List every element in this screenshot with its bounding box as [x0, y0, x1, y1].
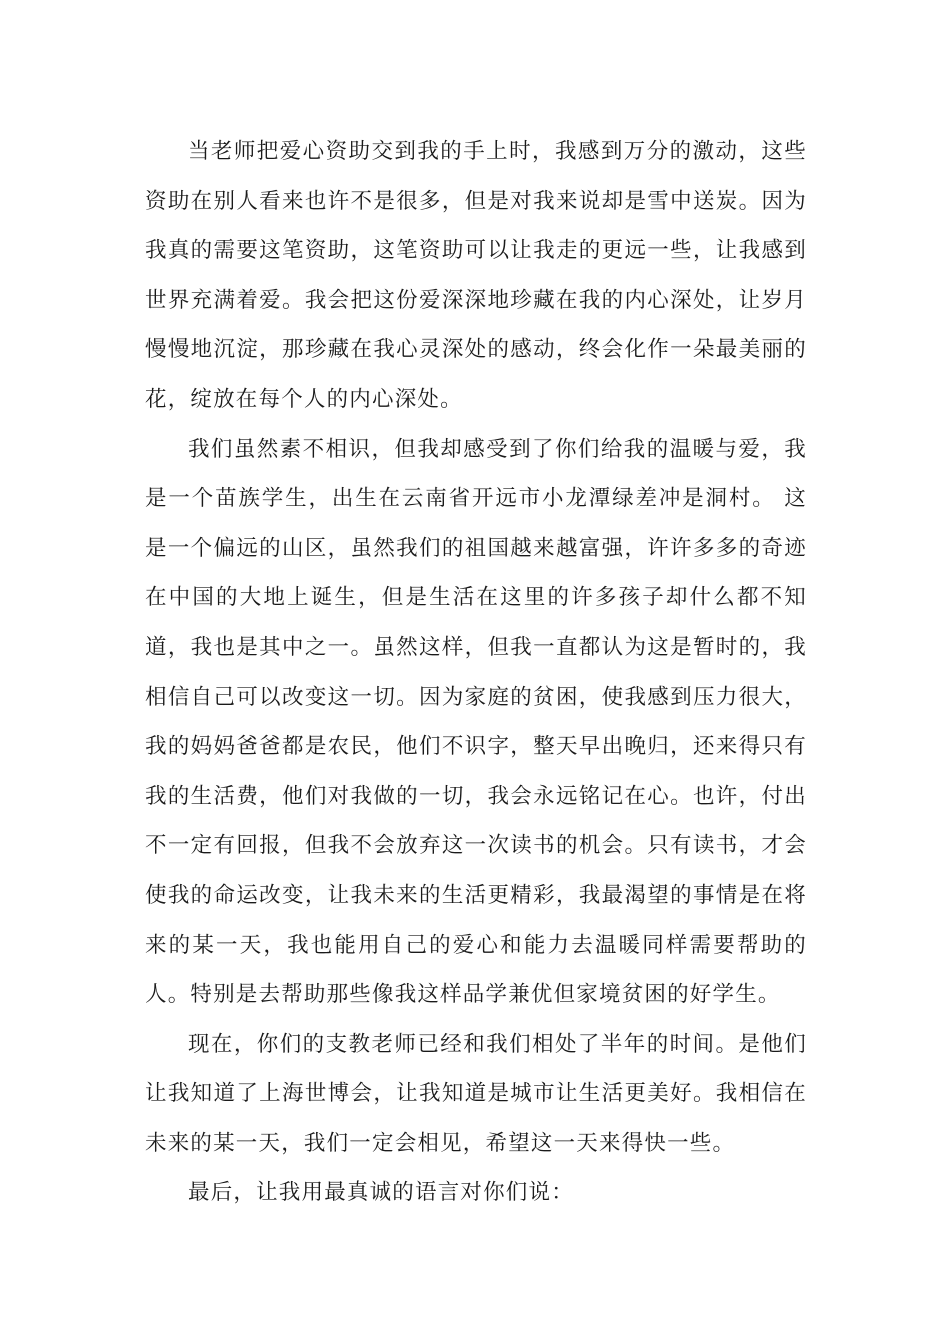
paragraph-2: 我们虽然素不相识，但我却感受到了你们给我的温暖与爱，我是一个苗族学生，出生在云南省开远市小龙潭绿差冲是洞村。 这是一个偏远的山区，虽然我们的祖国越来越富强，许许多多的奇迹在中国的大地上诞生，但是生活在这里的许多孩子却什么都不知道，我也是其中之一。虽然这样，但我一直都认为这是暂时的，我相信自己可以改变这一切。因为家庭的贫困，使我感到压力很大，我的妈妈爸爸都是农民，他们不识字，整天早出晚归，还来得只有我的生活费，他们对我做的一切，我会永远铭记在心。也许，付出不一定有回报，但我不会放弃这一次读书的机会。只有读书，才会使我的命运改变，让我未来的生活更精彩，我最渴望的事情是在将来的某一天，我也能用自己的爱心和能力去温暖同样需要帮助的人。特别是去帮助那些像我这样品学兼优但家境贫困的好学生。: [145, 436, 807, 1008]
document-body: [145, 127, 807, 1218]
paragraph-1: 当老师把爱心资助交到我的手上时，我感到万分的激动，这些资助在别人看来也许不是很多，但是对我来说却是雪中送炭。因为我真的需要这笔资助，这笔资助可以让我走的更远一些，让我感到世界充满着爱。我会把这份爱深深地珍藏在我的内心深处，让岁月慢慢地沉淀，那珍藏在我心灵深处的感动，终会化作一朵最美丽的花，绽放在每个人的内心深处。: [145, 139, 807, 412]
paragraph-4: 最后，让我用最真诚的语言对你们说：: [188, 1180, 574, 1206]
paragraph-3: 现在，你们的支教老师已经和我们相处了半年的时间。是他们让我知道了上海世博会，让我知道是城市让生活更美好。我相信在未来的某一天，我们一定会相见，希望这一天来得快一些。: [145, 1031, 807, 1156]
